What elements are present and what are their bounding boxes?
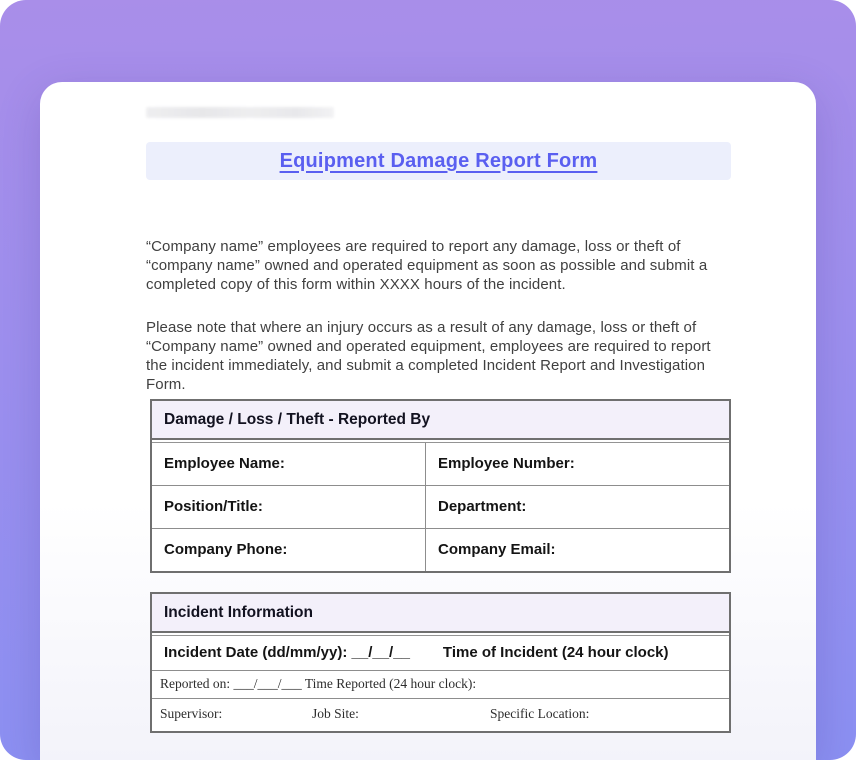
incident-information-table	[150, 592, 731, 733]
table-row	[152, 443, 729, 485]
incident-date-time-row	[152, 636, 729, 670]
redacted-text-bar	[146, 107, 334, 118]
department-field-label: Department:	[425, 486, 729, 528]
employee-number-field-label: Employee Number:	[425, 443, 729, 485]
incident-information-table-header: Incident Information	[152, 594, 729, 633]
reported-on-field-label: Reported on: ___/___/___ Time Reported (24 hour clock):	[152, 670, 729, 698]
reported-by-table-header: Damage / Loss / Theft - Reported By	[152, 401, 729, 440]
employee-name-field-label: Employee Name:	[164, 455, 285, 472]
reported-by-table-body	[152, 442, 729, 571]
job-site-field-label: Job Site:	[312, 706, 359, 721]
table-row	[152, 528, 729, 571]
document-card	[40, 82, 816, 760]
specific-location-field-label: Specific Location:	[490, 706, 590, 721]
position-title-field-label: Position/Title:	[164, 498, 263, 515]
form-title-banner	[146, 142, 731, 180]
time-of-incident-field-label: Time of Incident (24 hour clock)	[442, 644, 669, 661]
company-phone-field-label: Company Phone:	[164, 541, 288, 558]
policy-paragraph: Please note that where an injury occurs as a result of any damage, loss or theft of “Company name” owned and operated equipment, employees are required to report the incident immediately, and submit a completed Incident Report and Investigation Form.	[146, 319, 711, 393]
table-row	[152, 485, 729, 528]
intro-paragraph: “Company name” employees are required to report any damage, loss or theft of “company name” owned and operated equipment as soon as possible and submit a completed copy of this form within XXXX hours of the incident.	[146, 238, 708, 293]
supervisor-row	[152, 698, 729, 731]
supervisor-field-label: Supervisor:	[160, 706, 223, 721]
form-title-link[interactable]: Equipment Damage Report Form	[279, 149, 598, 172]
reported-by-table	[150, 399, 731, 573]
company-email-field-label: Company Email:	[425, 529, 729, 571]
incident-date-field-label: Incident Date (dd/mm/yy): __/__/__	[164, 644, 410, 661]
incident-information-table-body	[152, 635, 729, 731]
document-content	[146, 82, 731, 733]
